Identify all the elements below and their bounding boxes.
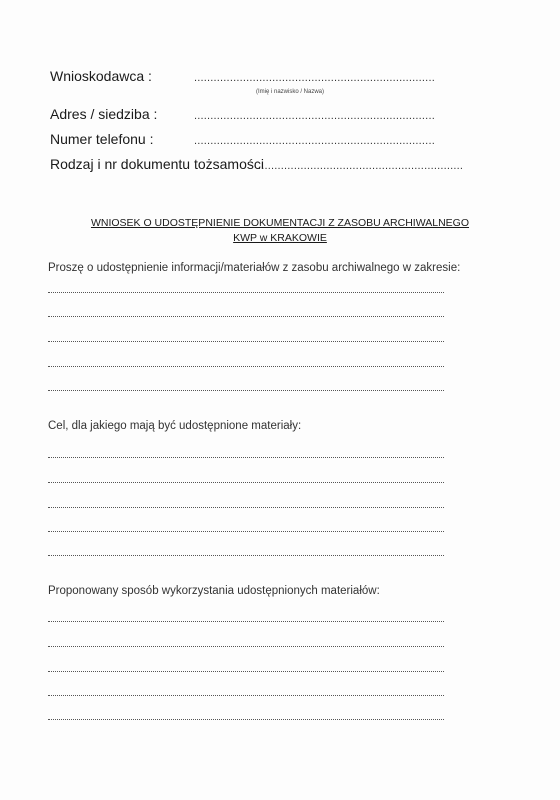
usage-line[interactable] — [48, 719, 444, 720]
usage-line[interactable] — [48, 671, 444, 672]
scope-line[interactable] — [48, 292, 444, 293]
purpose-line[interactable] — [48, 531, 444, 532]
purpose-label: Cel, dla jakiego mają być udostępnione materiały: — [48, 420, 302, 432]
usage-label: Proponowany sposób wykorzystania udostępnionych materiałów: — [48, 585, 380, 597]
phone-field[interactable]: .......................................................................... — [194, 135, 435, 147]
applicant-hint: (Imię i nazwisko / Nazwa) — [256, 89, 325, 95]
address-field[interactable]: .......................................................................... — [194, 110, 435, 122]
usage-line[interactable] — [48, 646, 444, 647]
usage-line[interactable] — [48, 695, 444, 696]
purpose-line[interactable] — [48, 457, 444, 458]
applicant-label: Wnioskodawca : — [50, 68, 152, 84]
purpose-line[interactable] — [48, 507, 444, 508]
address-label: Adres / siedziba : — [50, 106, 158, 122]
scope-line[interactable] — [48, 390, 444, 391]
scope-line[interactable] — [48, 341, 444, 342]
form-title-line-2: KWP w KRAKOWIE — [233, 232, 327, 244]
scope-label: Proszę o udostępnienie informacji/materiałów z zasobu archiwalnego w zakresie: — [48, 262, 461, 274]
purpose-line[interactable] — [48, 482, 444, 483]
applicant-field[interactable]: .......................................................................... — [194, 72, 435, 84]
scope-line[interactable] — [48, 316, 444, 317]
usage-line[interactable] — [48, 621, 444, 622]
id-document-field[interactable]: ............................................................... — [258, 160, 464, 172]
phone-label: Numer telefonu : — [50, 131, 154, 147]
purpose-line[interactable] — [48, 555, 444, 556]
scope-line[interactable] — [48, 366, 444, 367]
form-title-line-1: WNIOSEK O UDOSTĘPNIENIE DOKUMENTACJI Z ZASOBU ARCHIWALNEGO — [90, 217, 470, 229]
id-document-label: Rodzaj i nr dokumentu tożsamości — [50, 156, 264, 172]
